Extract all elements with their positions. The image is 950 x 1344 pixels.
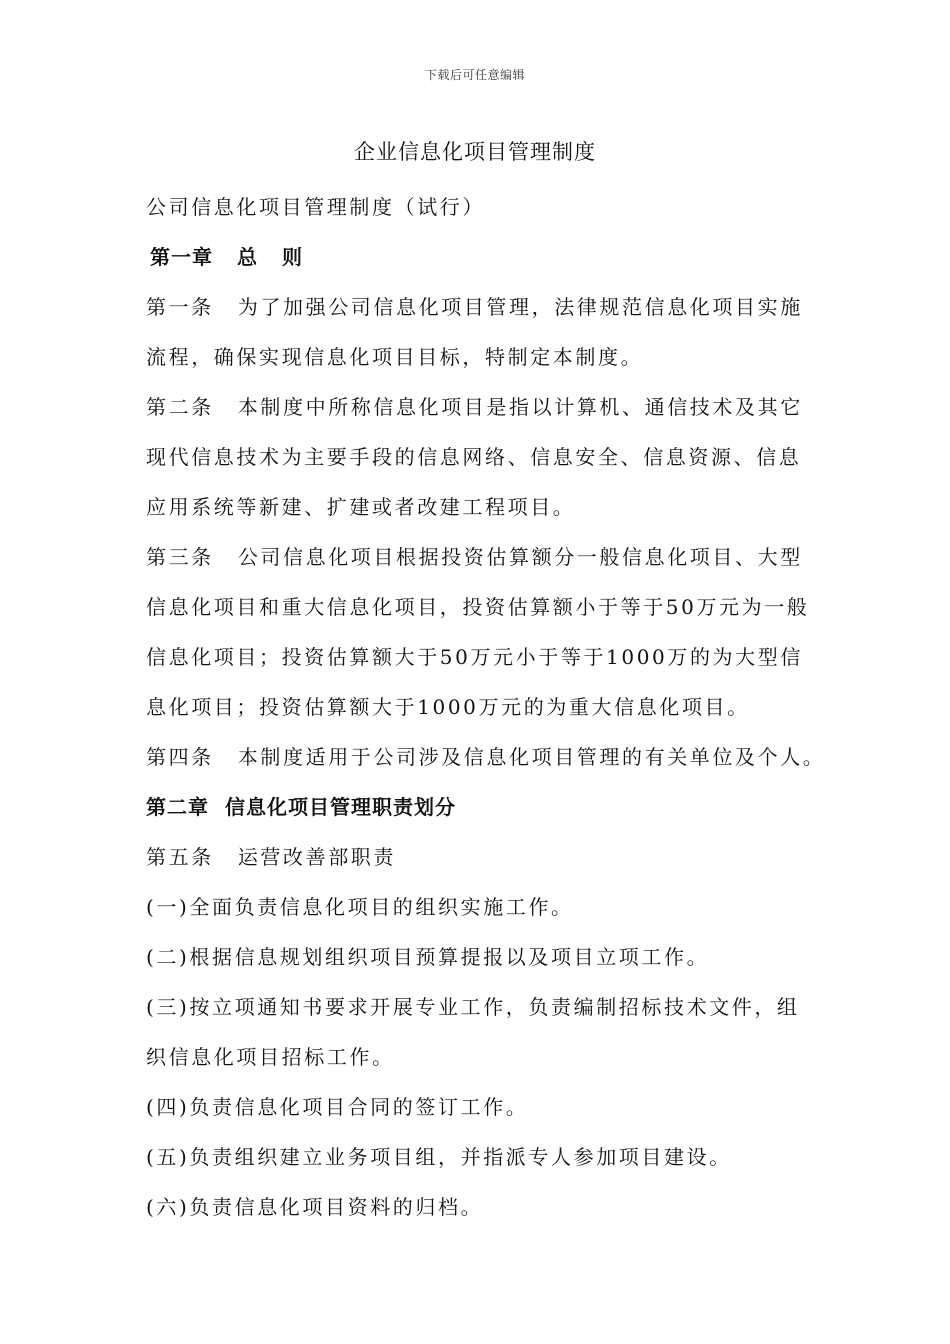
article-3-line-4: 息化项目；投资估算额大于1000万元的为重大信息化项目。 (146, 695, 750, 719)
article-5-line-1 (146, 832, 826, 882)
chapter-1-word-2: 则 (282, 245, 303, 269)
article-2-line-1 (146, 382, 826, 432)
list-item-5: (五)负责组织建立业务项目组，并指派专人参加项目建设。 (146, 1145, 732, 1169)
article-1-text-1: 为了加强公司信息化项目管理，法律规范信息化项目实施 (237, 295, 803, 319)
list-item-1: (一)全面负责信息化项目的组织实施工作。 (146, 895, 574, 919)
article-4-line-1 (146, 732, 826, 782)
article-4-label: 第四条 (146, 745, 214, 769)
article-3-text-1: 公司信息化项目根据投资估算额分一般信息化项目、大型 (237, 545, 803, 569)
list-item-3: (三)按立项通知书要求开展专业工作，负责编制招标技术文件，组 (146, 995, 800, 1019)
article-2-line-2: 现代信息技术为主要手段的信息网络、信息安全、信息资源、信息 (146, 445, 802, 469)
list-item-6: (六)负责信息化项目资料的归档。 (146, 1195, 484, 1219)
article-5-title: 运营改善部职责 (237, 845, 397, 869)
chapter-1-label: 第一章 (150, 245, 213, 269)
article-3-line-2: 信息化项目和重大信息化项目，投资估算额小于等于50万元为一般 (146, 595, 810, 619)
chapter-1-word-1: 总 (237, 245, 258, 269)
chapter-1-heading (146, 232, 826, 282)
article-2-line-3: 应用系统等新建、扩建或者改建工程项目。 (146, 495, 576, 519)
chapter-2-title: 信息化项目管理职责划分 (225, 795, 456, 819)
document-subtitle: 公司信息化项目管理制度（试行） (146, 195, 485, 219)
chapter-2-heading (146, 782, 826, 832)
article-2-text-1: 本制度中所称信息化项目是指以计算机、通信技术及其它 (237, 395, 803, 419)
document-title: 企业信息化项目管理制度 (354, 140, 596, 164)
article-3-label: 第三条 (146, 545, 214, 569)
article-5-label: 第五条 (146, 845, 214, 869)
article-4-text-1: 本制度适用于公司涉及信息化项目管理的有关单位及个人。 (237, 745, 826, 769)
article-1-line-2: 流程，确保实现信息化项目目标，特制定本制度。 (146, 345, 644, 369)
article-1-label: 第一条 (146, 295, 214, 319)
document-body (146, 182, 826, 1232)
list-item-2: (二)根据信息规划组织项目预算提报以及项目立项工作。 (146, 945, 710, 969)
list-item-3-continued: 织信息化项目招标工作。 (146, 1045, 395, 1069)
article-3-line-3: 信息化项目；投资估算额大于50万元小于等于1000万的为大型信 (146, 645, 803, 669)
article-3-line-1 (146, 532, 826, 582)
header-note: 下载后可任意编辑 (424, 68, 525, 82)
article-1-line-1 (146, 282, 826, 332)
list-item-4: (四)负责信息化项目合同的签订工作。 (146, 1095, 529, 1119)
chapter-2-label: 第二章 (146, 795, 209, 819)
article-2-label: 第二条 (146, 395, 214, 419)
